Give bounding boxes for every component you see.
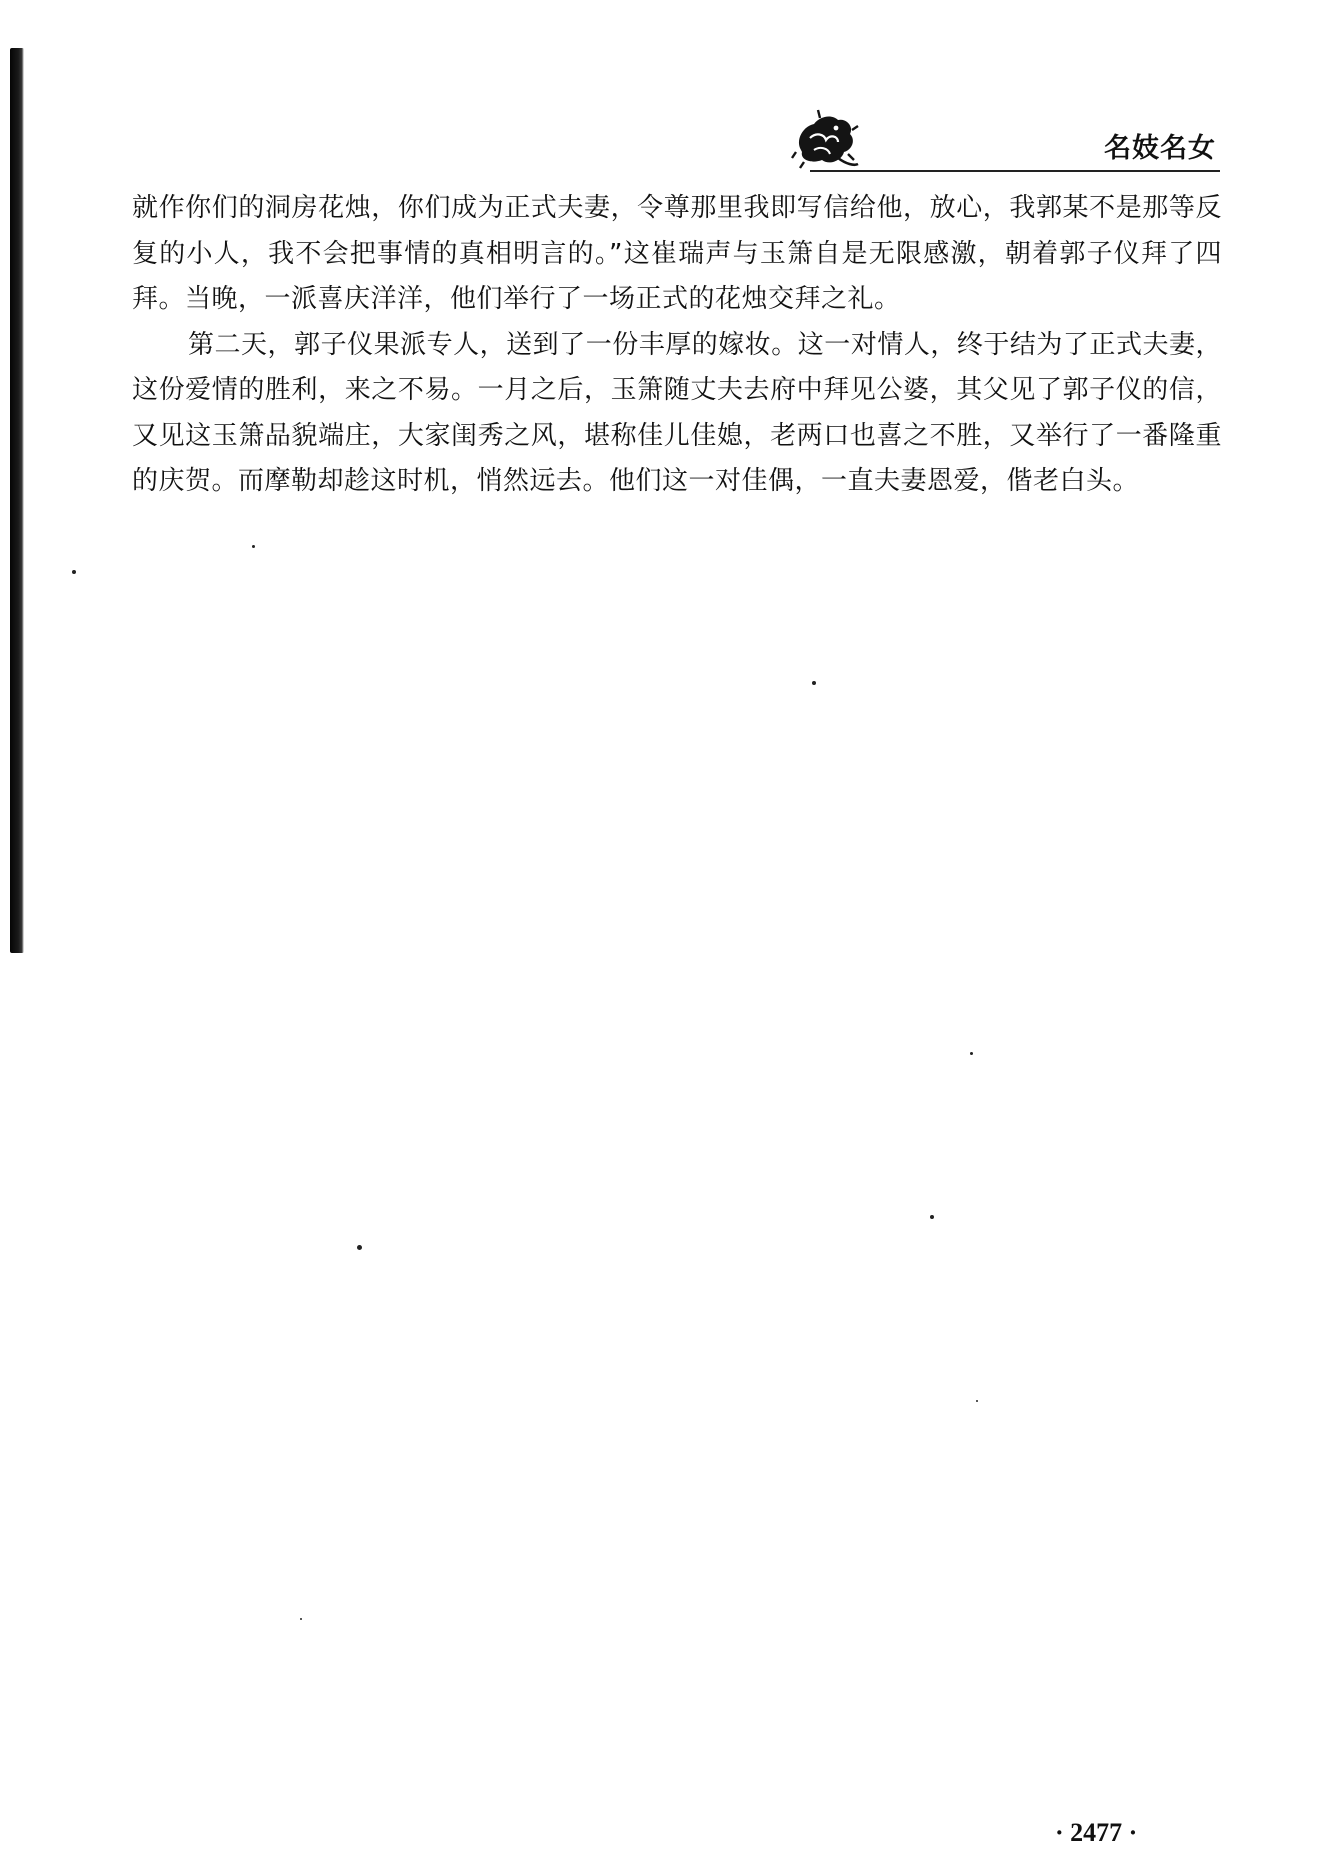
running-header: [790, 108, 1220, 174]
scan-speck: [252, 545, 255, 548]
scan-speck: [976, 1400, 978, 1402]
scan-speck: [930, 1215, 934, 1219]
dragon-emblem-icon: [790, 108, 860, 170]
paragraph: 就作你们的洞房花烛，你们成为正式夫妻，令尊那里我即写信给他，放心，我郭某不是那等反复的小人，我不会把事情的真相明言的。”这崔瑞声与玉箫自是无限感激，朝着郭子仪拜了四拜。当晚，一派喜庆洋洋，他们举行了一场正式的花烛交拜之礼。: [132, 193, 1222, 314]
scan-speck: [970, 1052, 973, 1055]
binding-edge-shadow: [10, 48, 24, 953]
body-text: [132, 186, 1222, 505]
paragraph: 第二天，郭子仪果派专人，送到了一份丰厚的嫁妆。这一对情人，终于结为了正式夫妻，这份爱情的胜利，来之不易。一月之后，玉箫随丈夫去府中拜见公婆，其父见了郭子仪的信，又见这玉箫品貌端庄，大家闺秀之风，堪称佳儿佳媳，老两口也喜之不胜，又举行了一番隆重的庆贺。而摩勒却趁这时机，悄然远去。他们这一对佳偶，一直夫妻恩爱，偕老白头。: [132, 329, 1222, 496]
scan-speck: [357, 1245, 362, 1250]
header-title: 名妓名女: [1104, 133, 1216, 164]
scan-speck: [300, 1618, 302, 1620]
page-number: · 2477 ·: [1055, 1818, 1138, 1847]
header-rule: [810, 170, 1220, 172]
scan-speck: [812, 681, 816, 685]
scan-speck: [72, 570, 76, 574]
